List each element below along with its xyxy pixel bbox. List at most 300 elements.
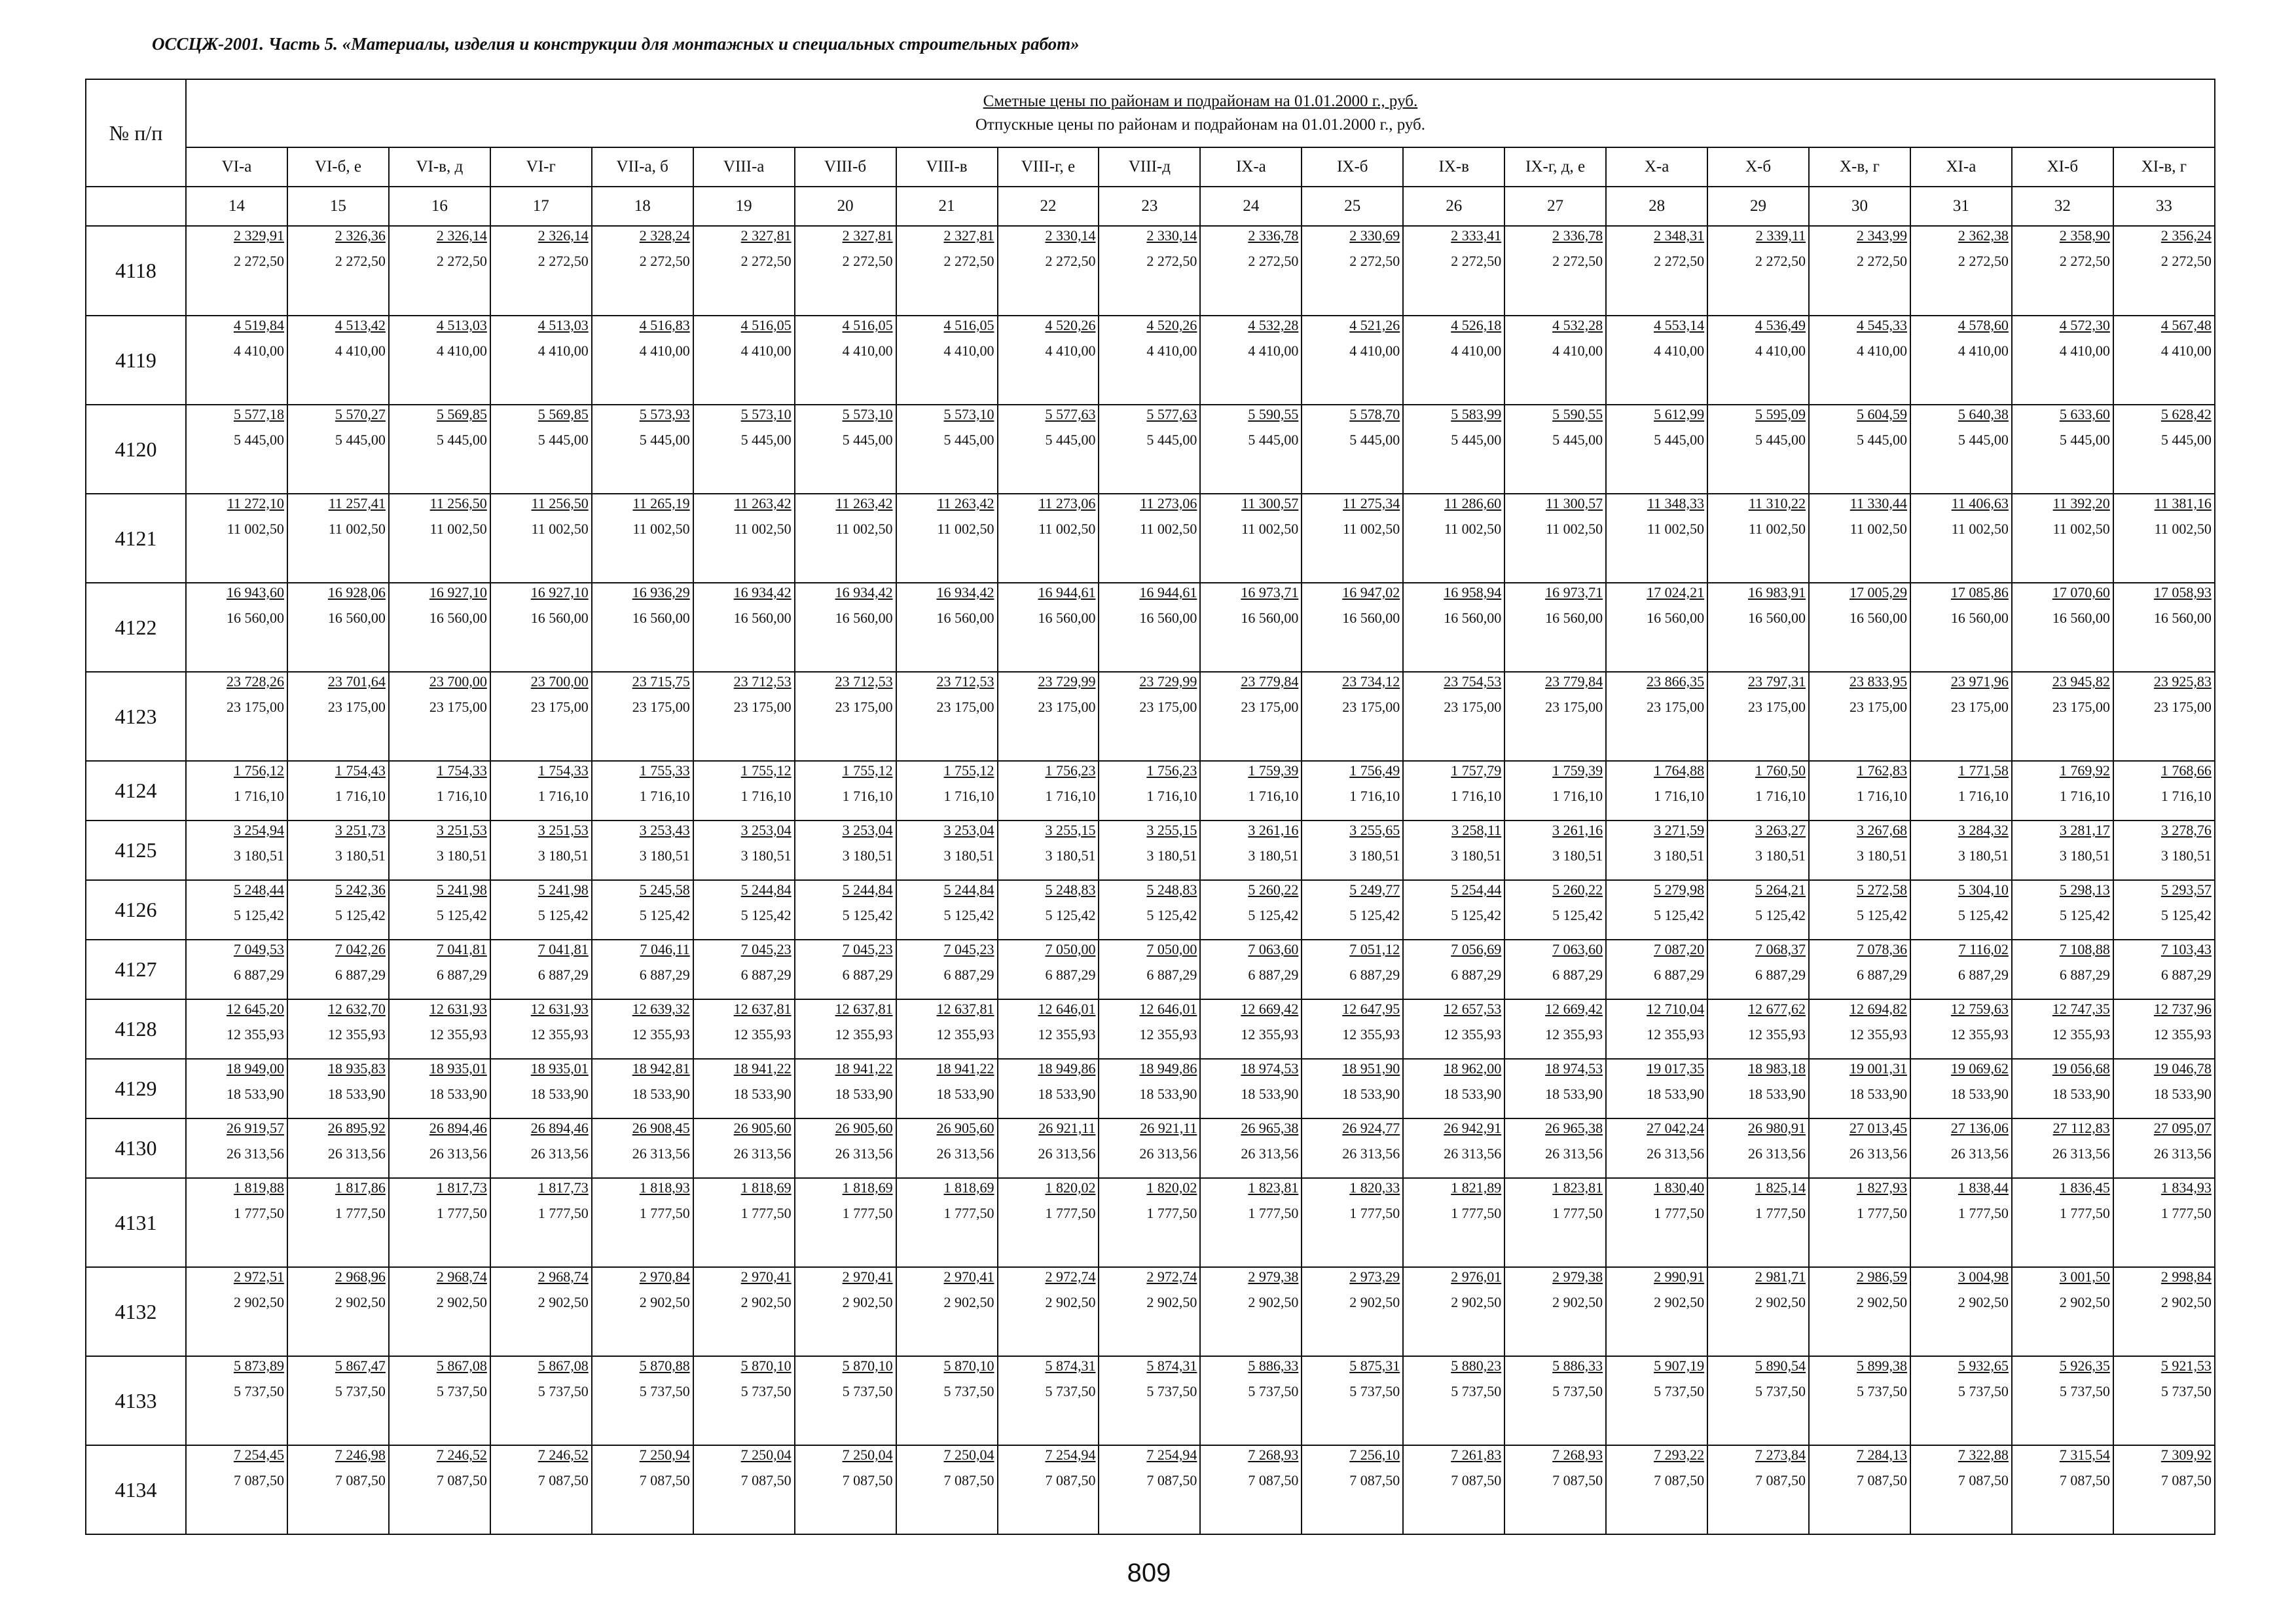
estimate-price: 5 264,21 xyxy=(1755,881,1806,898)
release-price: 2 902,50 xyxy=(335,1294,386,1310)
release-price: 3 180,51 xyxy=(1552,847,1603,864)
release-price: 7 087,50 xyxy=(1654,1472,1705,1488)
price-cell xyxy=(795,1267,896,1356)
release-price: 18 533,90 xyxy=(1950,1086,2009,1102)
price-cell xyxy=(998,1178,1099,1267)
price-cell xyxy=(998,672,1099,761)
price-cell xyxy=(998,1118,1099,1178)
price-cell xyxy=(1302,1267,1403,1356)
release-price: 5 125,42 xyxy=(1654,907,1705,923)
release-price: 12 355,93 xyxy=(1342,1026,1400,1043)
release-price: 5 445,00 xyxy=(1755,432,1806,448)
release-price: 4 410,00 xyxy=(1045,342,1096,359)
release-price: 5 445,00 xyxy=(1146,432,1197,448)
estimate-price: 16 928,06 xyxy=(327,584,386,600)
estimate-price: 5 612,99 xyxy=(1654,406,1705,422)
price-cell xyxy=(592,880,693,940)
estimate-price: 4 536,49 xyxy=(1755,317,1806,333)
price-cell xyxy=(592,1059,693,1118)
estimate-price: 7 063,60 xyxy=(1248,941,1299,957)
release-price: 1 777,50 xyxy=(639,1205,690,1221)
estimate-price: 7 246,98 xyxy=(335,1447,386,1463)
estimate-price: 11 256,50 xyxy=(531,495,589,511)
price-cell xyxy=(1403,494,1504,583)
release-price: 5 445,00 xyxy=(335,432,386,448)
estimate-price: 7 045,23 xyxy=(842,941,893,957)
estimate-price: 5 870,10 xyxy=(740,1357,792,1374)
release-price: 16 560,00 xyxy=(1545,610,1603,626)
price-cell xyxy=(1707,999,1809,1059)
release-price: 2 902,50 xyxy=(1349,1294,1400,1310)
price-cell xyxy=(1809,940,1910,999)
price-cell xyxy=(1809,1267,1910,1356)
release-price: 1 716,10 xyxy=(1856,788,1907,804)
estimate-price: 2 327,81 xyxy=(943,227,994,244)
price-cell xyxy=(693,1356,795,1445)
column-number: 16 xyxy=(389,187,490,226)
release-price: 1 716,10 xyxy=(1045,788,1096,804)
release-price: 12 355,93 xyxy=(632,1026,690,1043)
release-price: 5 737,50 xyxy=(842,1383,893,1399)
release-price: 11 002,50 xyxy=(1951,521,2009,537)
estimate-price: 27 042,24 xyxy=(1647,1120,1705,1136)
release-price: 23 175,00 xyxy=(632,699,690,715)
price-cell xyxy=(186,1267,287,1356)
release-price: 5 737,50 xyxy=(1349,1383,1400,1399)
release-price: 1 777,50 xyxy=(1349,1205,1400,1221)
release-price: 18 533,90 xyxy=(1849,1086,1907,1102)
price-cell xyxy=(693,1178,795,1267)
estimate-price: 5 245,58 xyxy=(639,881,690,898)
estimate-price: 5 260,22 xyxy=(1248,881,1299,898)
price-cell xyxy=(1200,880,1302,940)
estimate-price: 5 254,44 xyxy=(1451,881,1502,898)
estimate-price: 12 631,93 xyxy=(530,1001,589,1017)
release-price: 3 180,51 xyxy=(335,847,386,864)
estimate-price: 7 103,43 xyxy=(2160,941,2212,957)
price-cell xyxy=(592,1356,693,1445)
price-cell xyxy=(693,316,795,405)
estimate-price: 16 934,42 xyxy=(936,584,994,600)
release-price: 5 737,50 xyxy=(2160,1383,2212,1399)
price-cell xyxy=(693,226,795,316)
price-cell xyxy=(896,1118,998,1178)
price-cell xyxy=(1707,1267,1809,1356)
price-cell xyxy=(186,999,287,1059)
release-price: 26 313,56 xyxy=(835,1145,893,1162)
row-id: 4134 xyxy=(86,1445,186,1534)
estimate-price: 5 633,60 xyxy=(2059,406,2110,422)
estimate-price: 5 573,10 xyxy=(842,406,893,422)
price-cell xyxy=(1707,880,1809,940)
price-cell xyxy=(998,1445,1099,1534)
estimate-price: 2 327,81 xyxy=(740,227,792,244)
estimate-price: 4 520,26 xyxy=(1045,317,1096,333)
price-cell xyxy=(1910,316,2012,405)
estimate-price: 1 817,73 xyxy=(538,1179,589,1196)
price-cell xyxy=(1707,583,1809,672)
estimate-price: 5 604,59 xyxy=(1856,406,1907,422)
estimate-price: 23 945,82 xyxy=(2052,673,2110,690)
price-cell xyxy=(998,405,1099,494)
price-cell xyxy=(592,940,693,999)
estimate-price: 12 637,81 xyxy=(733,1001,792,1017)
table-row xyxy=(86,316,2215,405)
release-price: 6 887,29 xyxy=(1958,967,2009,983)
estimate-price: 5 583,99 xyxy=(1451,406,1502,422)
price-cell xyxy=(896,1267,998,1356)
release-price: 4 410,00 xyxy=(1349,342,1400,359)
release-price: 1 716,10 xyxy=(1958,788,2009,804)
release-price: 1 716,10 xyxy=(1552,788,1603,804)
release-price: 6 887,29 xyxy=(335,967,386,983)
estimate-price: 23 700,00 xyxy=(429,673,487,690)
estimate-price: 12 669,42 xyxy=(1545,1001,1603,1017)
column-number: 20 xyxy=(795,187,896,226)
estimate-price: 5 573,10 xyxy=(943,406,994,422)
column-number: 15 xyxy=(287,187,389,226)
price-cell xyxy=(998,761,1099,821)
estimate-price: 4 532,28 xyxy=(1248,317,1299,333)
release-price: 18 533,90 xyxy=(1241,1086,1299,1102)
price-cell xyxy=(693,1267,795,1356)
estimate-price: 26 894,46 xyxy=(530,1120,589,1136)
price-cell xyxy=(287,940,389,999)
price-cell xyxy=(1302,1445,1403,1534)
release-price: 5 445,00 xyxy=(1045,432,1096,448)
price-cell xyxy=(1200,1267,1302,1356)
estimate-price: 16 947,02 xyxy=(1342,584,1400,600)
price-cell xyxy=(795,1059,896,1118)
estimate-price: 23 729,99 xyxy=(1038,673,1096,690)
release-price: 5 445,00 xyxy=(740,432,792,448)
estimate-price: 5 249,77 xyxy=(1349,881,1400,898)
price-cell xyxy=(389,226,490,316)
price-cell xyxy=(1200,316,1302,405)
estimate-price: 1 756,23 xyxy=(1045,762,1096,779)
estimate-price: 12 631,93 xyxy=(429,1001,487,1017)
zone-header: VI-г xyxy=(490,147,592,187)
release-price: 2 272,50 xyxy=(2059,253,2110,269)
release-price: 1 777,50 xyxy=(538,1205,589,1221)
zone-header: VI-а xyxy=(186,147,287,187)
estimate-price: 3 253,04 xyxy=(943,822,994,838)
release-price: 3 180,51 xyxy=(1755,847,1806,864)
estimate-price: 5 578,70 xyxy=(1349,406,1400,422)
estimate-price: 2 968,74 xyxy=(436,1268,487,1285)
row-id: 4126 xyxy=(86,880,186,940)
price-cell xyxy=(1606,1178,1707,1267)
price-cell xyxy=(1606,494,1707,583)
zone-header: VI-б, е xyxy=(287,147,389,187)
estimate-price: 1 764,88 xyxy=(1654,762,1705,779)
release-price: 4 410,00 xyxy=(1755,342,1806,359)
release-price: 2 272,50 xyxy=(233,253,284,269)
estimate-price: 23 700,00 xyxy=(530,673,589,690)
release-price: 1 777,50 xyxy=(233,1205,284,1221)
estimate-price: 11 286,60 xyxy=(1444,495,1502,511)
price-cell xyxy=(693,1059,795,1118)
row-id: 4133 xyxy=(86,1356,186,1445)
price-cell xyxy=(1200,1059,1302,1118)
price-cell xyxy=(1504,405,1606,494)
estimate-price: 26 942,91 xyxy=(1444,1120,1502,1136)
release-price: 18 533,90 xyxy=(1139,1086,1197,1102)
price-cell xyxy=(287,761,389,821)
estimate-price: 17 058,93 xyxy=(2153,584,2212,600)
estimate-price: 16 958,94 xyxy=(1444,584,1502,600)
zone-header: X-а xyxy=(1606,147,1707,187)
price-cell xyxy=(693,1445,795,1534)
estimate-price: 5 241,98 xyxy=(436,881,487,898)
release-price: 5 125,42 xyxy=(842,907,893,923)
price-cell xyxy=(1099,1178,1200,1267)
estimate-price: 7 078,36 xyxy=(1856,941,1907,957)
estimate-price: 1 820,02 xyxy=(1146,1179,1197,1196)
release-price: 11 002,50 xyxy=(2154,521,2212,537)
estimate-price: 5 272,58 xyxy=(1856,881,1907,898)
estimate-price: 5 907,19 xyxy=(1654,1357,1705,1374)
estimate-price: 4 572,30 xyxy=(2059,317,2110,333)
zone-header: IX-а xyxy=(1200,147,1302,187)
estimate-price: 18 962,00 xyxy=(1444,1060,1502,1077)
release-price: 11 002,50 xyxy=(429,521,487,537)
release-price: 16 560,00 xyxy=(1647,610,1705,626)
price-cell xyxy=(1606,1356,1707,1445)
price-cell xyxy=(693,999,795,1059)
price-cell xyxy=(1910,1118,2012,1178)
release-price: 23 175,00 xyxy=(1849,699,1907,715)
zone-header: VIII-б xyxy=(795,147,896,187)
release-price: 7 087,50 xyxy=(1146,1472,1197,1488)
estimate-price: 1 762,83 xyxy=(1856,762,1907,779)
price-cell xyxy=(1809,1178,1910,1267)
estimate-price: 7 268,93 xyxy=(1552,1447,1603,1463)
estimate-price: 7 041,81 xyxy=(436,941,487,957)
release-price: 26 313,56 xyxy=(530,1145,589,1162)
release-price: 18 533,90 xyxy=(1444,1086,1502,1102)
release-price: 2 272,50 xyxy=(842,253,893,269)
zone-header: IX-г, д, е xyxy=(1504,147,1606,187)
estimate-price: 1 818,69 xyxy=(943,1179,994,1196)
price-cell xyxy=(1606,1267,1707,1356)
estimate-price: 5 577,63 xyxy=(1146,406,1197,422)
estimate-price: 2 339,11 xyxy=(1755,227,1806,244)
estimate-price: 2 981,71 xyxy=(1755,1268,1806,1285)
release-price: 2 272,50 xyxy=(1451,253,1502,269)
release-price: 4 410,00 xyxy=(2059,342,2110,359)
estimate-price: 4 545,33 xyxy=(1856,317,1907,333)
price-caption xyxy=(186,79,2215,147)
price-cell xyxy=(186,405,287,494)
release-price: 18 533,90 xyxy=(1342,1086,1400,1102)
release-price: 23 175,00 xyxy=(1241,699,1299,715)
estimate-price: 2 343,99 xyxy=(1856,227,1907,244)
estimate-price: 1 825,14 xyxy=(1755,1179,1806,1196)
release-price: 5 737,50 xyxy=(1146,1383,1197,1399)
price-cell xyxy=(693,672,795,761)
price-cell xyxy=(389,1267,490,1356)
release-price: 11 002,50 xyxy=(632,521,690,537)
price-cell xyxy=(186,1059,287,1118)
estimate-price: 1 754,43 xyxy=(335,762,386,779)
price-cell xyxy=(998,316,1099,405)
estimate-price: 5 875,31 xyxy=(1349,1357,1400,1374)
release-price: 18 533,90 xyxy=(226,1086,284,1102)
price-cell xyxy=(1606,821,1707,880)
estimate-price: 1 821,89 xyxy=(1451,1179,1502,1196)
estimate-price: 7 045,23 xyxy=(740,941,792,957)
price-cell xyxy=(1403,999,1504,1059)
release-price: 7 087,50 xyxy=(1856,1472,1907,1488)
estimate-price: 12 639,32 xyxy=(632,1001,690,1017)
estimate-price: 18 949,00 xyxy=(226,1060,284,1077)
estimate-price: 16 927,10 xyxy=(530,584,589,600)
release-price: 4 410,00 xyxy=(2160,342,2212,359)
price-cell xyxy=(1302,672,1403,761)
document-header: ОССЦЖ-2001. Часть 5. «Материалы, изделия и конструкции для монтажных и специальных строительных работ» xyxy=(152,34,1080,54)
estimate-price: 26 921,11 xyxy=(1038,1120,1096,1136)
estimate-price: 26 905,60 xyxy=(835,1120,893,1136)
release-price: 16 560,00 xyxy=(1139,610,1197,626)
column-number: 19 xyxy=(693,187,795,226)
release-price: 16 560,00 xyxy=(1038,610,1096,626)
price-cell xyxy=(1504,940,1606,999)
price-cell xyxy=(2113,1178,2215,1267)
estimate-price: 5 304,10 xyxy=(1958,881,2009,898)
price-cell xyxy=(1606,226,1707,316)
estimate-price: 7 068,37 xyxy=(1755,941,1806,957)
release-price: 11 002,50 xyxy=(1241,521,1299,537)
release-price: 2 902,50 xyxy=(943,1294,994,1310)
release-price: 2 902,50 xyxy=(538,1294,589,1310)
price-cell xyxy=(2012,583,2113,672)
estimate-price: 5 873,89 xyxy=(233,1357,284,1374)
release-price: 23 175,00 xyxy=(1647,699,1705,715)
table-row xyxy=(86,940,2215,999)
zone-header: XI-в, г xyxy=(2113,147,2215,187)
price-cell xyxy=(795,761,896,821)
price-cell xyxy=(2113,226,2215,316)
price-cell xyxy=(2012,1059,2113,1118)
estimate-price: 2 970,41 xyxy=(943,1268,994,1285)
price-cell xyxy=(998,1356,1099,1445)
price-cell xyxy=(389,405,490,494)
estimate-price: 4 516,83 xyxy=(639,317,690,333)
price-cell xyxy=(1910,1356,2012,1445)
estimate-price: 3 254,94 xyxy=(233,822,284,838)
release-price: 16 560,00 xyxy=(835,610,893,626)
price-cell xyxy=(1504,821,1606,880)
price-cell xyxy=(592,494,693,583)
estimate-price: 4 513,42 xyxy=(335,317,386,333)
column-number: 24 xyxy=(1200,187,1302,226)
release-price: 23 175,00 xyxy=(1545,699,1603,715)
estimate-price: 23 833,95 xyxy=(1849,673,1907,690)
estimate-price: 7 108,88 xyxy=(2059,941,2110,957)
estimate-price: 27 095,07 xyxy=(2153,1120,2212,1136)
estimate-price: 7 273,84 xyxy=(1755,1447,1806,1463)
price-cell xyxy=(998,583,1099,672)
estimate-price: 3 251,53 xyxy=(436,822,487,838)
release-price: 2 902,50 xyxy=(2059,1294,2110,1310)
price-cell xyxy=(389,316,490,405)
release-price: 4 410,00 xyxy=(842,342,893,359)
price-cell xyxy=(795,583,896,672)
release-price: 12 355,93 xyxy=(1139,1026,1197,1043)
estimate-price: 7 254,94 xyxy=(1045,1447,1096,1463)
table-row xyxy=(86,405,2215,494)
price-cell xyxy=(1707,672,1809,761)
price-cell xyxy=(1910,226,2012,316)
release-price: 26 313,56 xyxy=(327,1145,386,1162)
release-price: 5 445,00 xyxy=(1958,432,2009,448)
estimate-price: 11 406,63 xyxy=(1951,495,2009,511)
release-price: 12 355,93 xyxy=(429,1026,487,1043)
price-cell xyxy=(490,821,592,880)
estimate-price: 3 281,17 xyxy=(2059,822,2110,838)
estimate-price: 18 949,86 xyxy=(1038,1060,1096,1077)
release-price: 1 716,10 xyxy=(1755,788,1806,804)
release-price: 2 272,50 xyxy=(538,253,589,269)
estimate-price: 23 701,64 xyxy=(327,673,386,690)
estimate-price: 19 001,31 xyxy=(1849,1060,1907,1077)
column-number: 29 xyxy=(1707,187,1809,226)
price-cell xyxy=(186,761,287,821)
release-price: 5 125,42 xyxy=(943,907,994,923)
estimate-price: 16 973,71 xyxy=(1241,584,1299,600)
price-cell xyxy=(2012,940,2113,999)
release-price: 26 313,56 xyxy=(1849,1145,1907,1162)
release-price: 5 125,42 xyxy=(2160,907,2212,923)
release-price: 5 737,50 xyxy=(1451,1383,1502,1399)
price-cell xyxy=(795,1445,896,1534)
price-cell xyxy=(490,226,592,316)
price-cell xyxy=(795,316,896,405)
price-cell xyxy=(693,494,795,583)
price-cell xyxy=(1504,1059,1606,1118)
price-table xyxy=(85,79,2215,1535)
estimate-price: 12 677,62 xyxy=(1748,1001,1806,1017)
release-price: 16 560,00 xyxy=(1849,610,1907,626)
price-cell xyxy=(389,880,490,940)
price-cell xyxy=(1707,1445,1809,1534)
row-id: 4118 xyxy=(86,226,186,316)
release-price: 26 313,56 xyxy=(429,1145,487,1162)
price-cell xyxy=(2113,999,2215,1059)
release-price: 1 716,10 xyxy=(335,788,386,804)
estimate-price: 1 755,33 xyxy=(639,762,690,779)
price-cell xyxy=(795,405,896,494)
price-cell xyxy=(1200,761,1302,821)
row-number-header: № п/п xyxy=(86,79,186,187)
release-price: 5 737,50 xyxy=(1654,1383,1705,1399)
estimate-price: 7 041,81 xyxy=(538,941,589,957)
price-cell xyxy=(1809,316,1910,405)
release-price: 3 180,51 xyxy=(943,847,994,864)
release-price-caption: Отпускные цены по районам и подрайонам на 01.01.2000 г., руб. xyxy=(975,116,1426,134)
price-cell xyxy=(389,1118,490,1178)
price-cell xyxy=(1200,226,1302,316)
release-price: 1 777,50 xyxy=(842,1205,893,1221)
release-price: 18 533,90 xyxy=(1545,1086,1603,1102)
price-cell xyxy=(490,761,592,821)
estimate-price: 5 886,33 xyxy=(1552,1357,1603,1374)
price-cell xyxy=(1707,821,1809,880)
estimate-price: 1 756,23 xyxy=(1146,762,1197,779)
release-price: 5 737,50 xyxy=(1045,1383,1096,1399)
column-number-blank xyxy=(86,187,186,226)
